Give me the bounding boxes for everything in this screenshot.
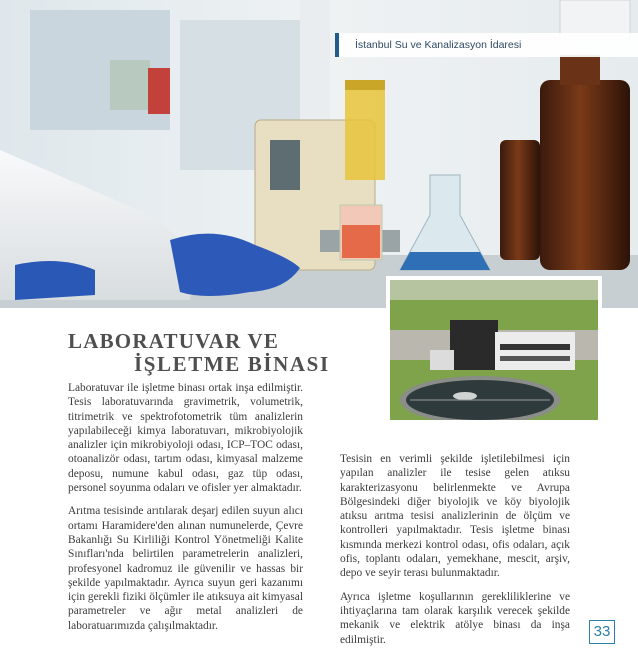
right-paragraph-1: Tesisin en verimli şekilde işletilebilmesi için yapılan analizler ile tesise gelen atıksu karakterizasyonu belirlenmekte ve Avrupa Bölgesindeki diğer biyolojik ve köy biyolojik atıksu arıtma tesisi analizlerinin de ölçüm ve kontrolleri yapılmaktadır. Tesis işletme binası kısmında merkezi kontrol odası, ofis odaları, açık ofis, toplantı odaları, yemekhane, mescit, arşiv, depo ve seyir terası bulunmaktadır.	[340, 453, 570, 580]
section-title	[68, 330, 368, 376]
left-text-column	[68, 381, 303, 642]
plant-illustration	[390, 280, 598, 420]
page-number: 33	[589, 620, 615, 644]
treatment-plant-photo	[386, 276, 602, 424]
right-paragraph-2: Ayrıca işletme koşullarının gerekliliklerine ve ihtiyaçlarına tam olarak karşılık verecek şekilde mekanik ve elektrik atölye binası da inşa edilmiştir.	[340, 590, 570, 646]
section-title-line-2: İŞLETME BİNASI	[134, 352, 330, 377]
left-paragraph-2: Arıtma tesisinde arıtılarak deşarj edilen suyun alıcı ortamı Haramidere'den alınan numunelerde, Çevre Bakanlığı Su Kirliliği Kontrol Yönetmeliği Kalite Sınıfları'nda belirtilen parametrelerin analizleri, profesyonel kadromuz ile güvenilir ve hassas bir şekilde yapılmaktadır. Ayrıca suyun geri kazanımı için gerekli fiziki ölçümler ile atıksuya ait kimyasal parametreler ve ağır metal analizleri de laboratuarımızda çalışılmaktadır.	[68, 505, 304, 632]
organization-label: İstanbul Su ve Kanalizasyon İdaresi	[335, 33, 638, 57]
section-title-line-1: LABORATUVAR VE	[68, 329, 280, 353]
right-text-column	[340, 452, 570, 656]
left-paragraph-1: Laboratuvar ile işletme binası ortak inşa edilmiştir. Tesis laboratuvarında gravimetrik, volumetrik, titrimetrik ve spektrofotometrik tüm analizlerin yapılabileceği kimya laboratuvarı, mikrobiyolojik analizler için mikrobiyoloji odası, ICP–TOC odası, otoanalizör odası, tartım odası, kimyasal malzeme deposu, numune kabul odası, gaz tüp odası, personel soyunma odaları ve ofisler yer almaktadır.	[68, 382, 303, 495]
